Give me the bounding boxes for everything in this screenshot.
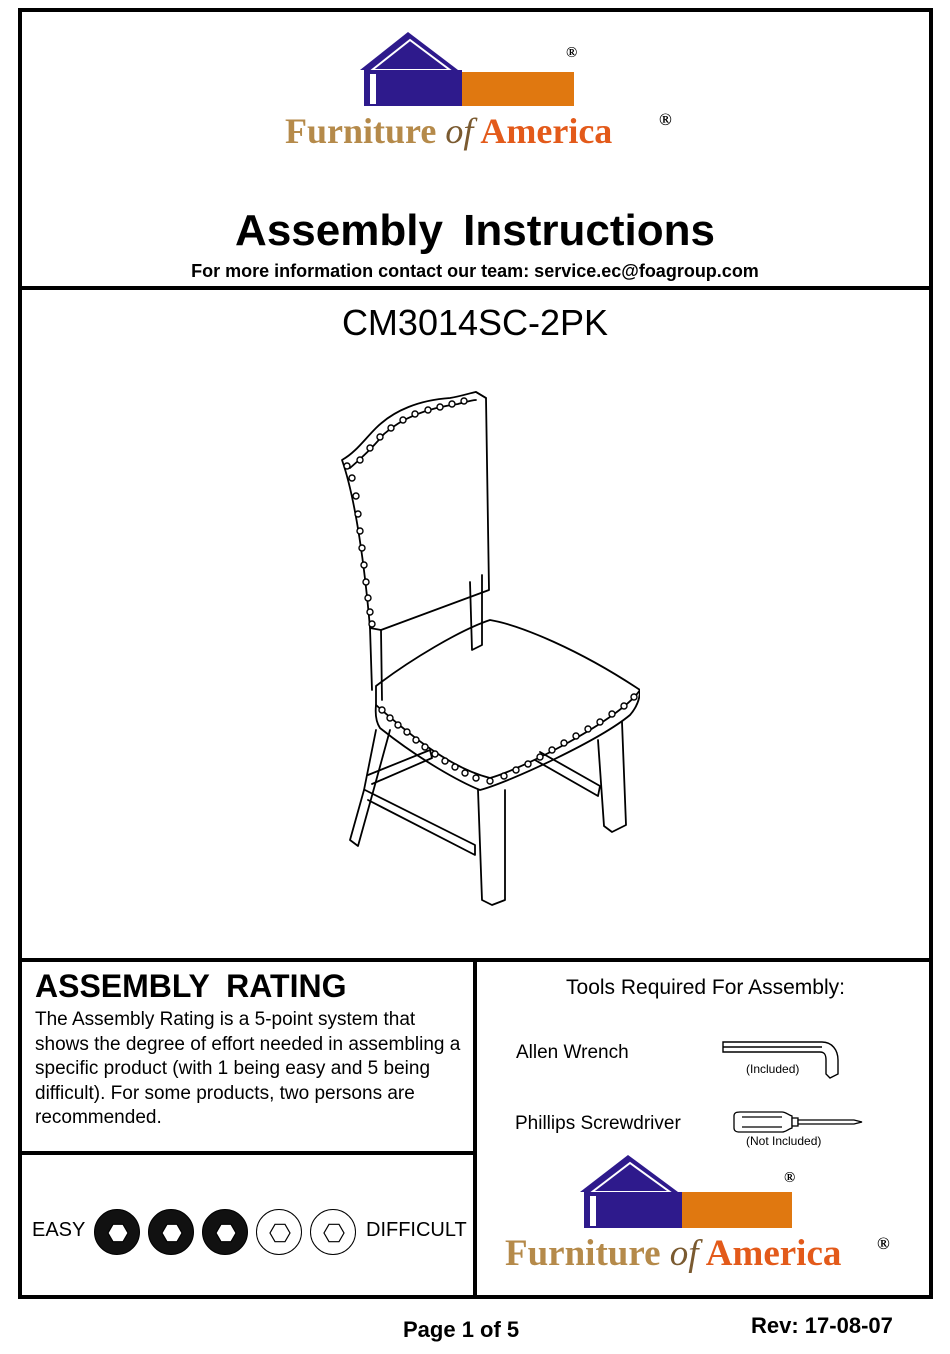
chair-illustration [330, 388, 640, 908]
tool-note-included: (Included) [746, 1062, 800, 1076]
brand-word-of: of [445, 111, 474, 151]
divider-vertical [473, 960, 477, 1297]
rating-description: The Assembly Rating is a 5-point system that shows the degree of effort needed in assembling a specific product (with 1 being easy and 5 being difficult). For some products, two persons are recommended. [35, 1009, 461, 1128]
hex-socket-icon [95, 1210, 141, 1256]
hex-socket-icon [203, 1210, 249, 1256]
hex-socket-icon [149, 1210, 195, 1256]
tools-heading: Tools Required For Assembly: [566, 976, 845, 999]
tool-name-allen-wrench: Allen Wrench [516, 1042, 629, 1063]
registered-mark: ® [877, 1234, 890, 1253]
tool-name-phillips-screwdriver: Phillips Screwdriver [515, 1113, 681, 1134]
brand-word-of: of [669, 1233, 699, 1274]
hex-socket-icon [257, 1210, 303, 1256]
page-number: Page 1 of 5 [403, 1317, 520, 1342]
screwdriver-icon [730, 1110, 865, 1134]
divider-header [18, 286, 933, 290]
brand-word-america: America [480, 111, 613, 151]
rating-circle-filled [202, 1209, 248, 1255]
registered-mark: ® [784, 1170, 796, 1186]
tool-note-not-included: (Not Included) [746, 1134, 822, 1148]
registered-mark: ® [566, 45, 578, 61]
rating-circle-empty [256, 1209, 302, 1255]
house-logo-icon [358, 28, 588, 110]
rating-circle-empty [310, 1209, 356, 1255]
brand-word-furniture: Furniture [505, 1233, 661, 1274]
registered-mark: ® [659, 110, 672, 129]
easy-label: EASY [32, 1219, 86, 1241]
divider-rating [18, 1151, 475, 1155]
difficult-label: DIFFICULT [366, 1219, 467, 1241]
rating-heading: ASSEMBLY RATING [35, 968, 347, 1004]
revision: Rev: 17-08-07 [751, 1313, 893, 1338]
rating-circle-filled [94, 1209, 140, 1255]
page-title: Assembly Instructions [235, 206, 715, 255]
rating-circle-filled [148, 1209, 194, 1255]
contact-info: For more information contact our team: service.ec@foagroup.com [191, 261, 759, 281]
brand-wordmark [285, 110, 612, 152]
model-number: CM3014SC-2PK [341, 302, 609, 343]
brand-wordmark [505, 1232, 841, 1275]
brand-word-furniture: Furniture [285, 111, 437, 151]
brand-word-america: America [705, 1233, 842, 1274]
house-logo-icon [578, 1152, 808, 1232]
hex-socket-icon [311, 1210, 357, 1256]
